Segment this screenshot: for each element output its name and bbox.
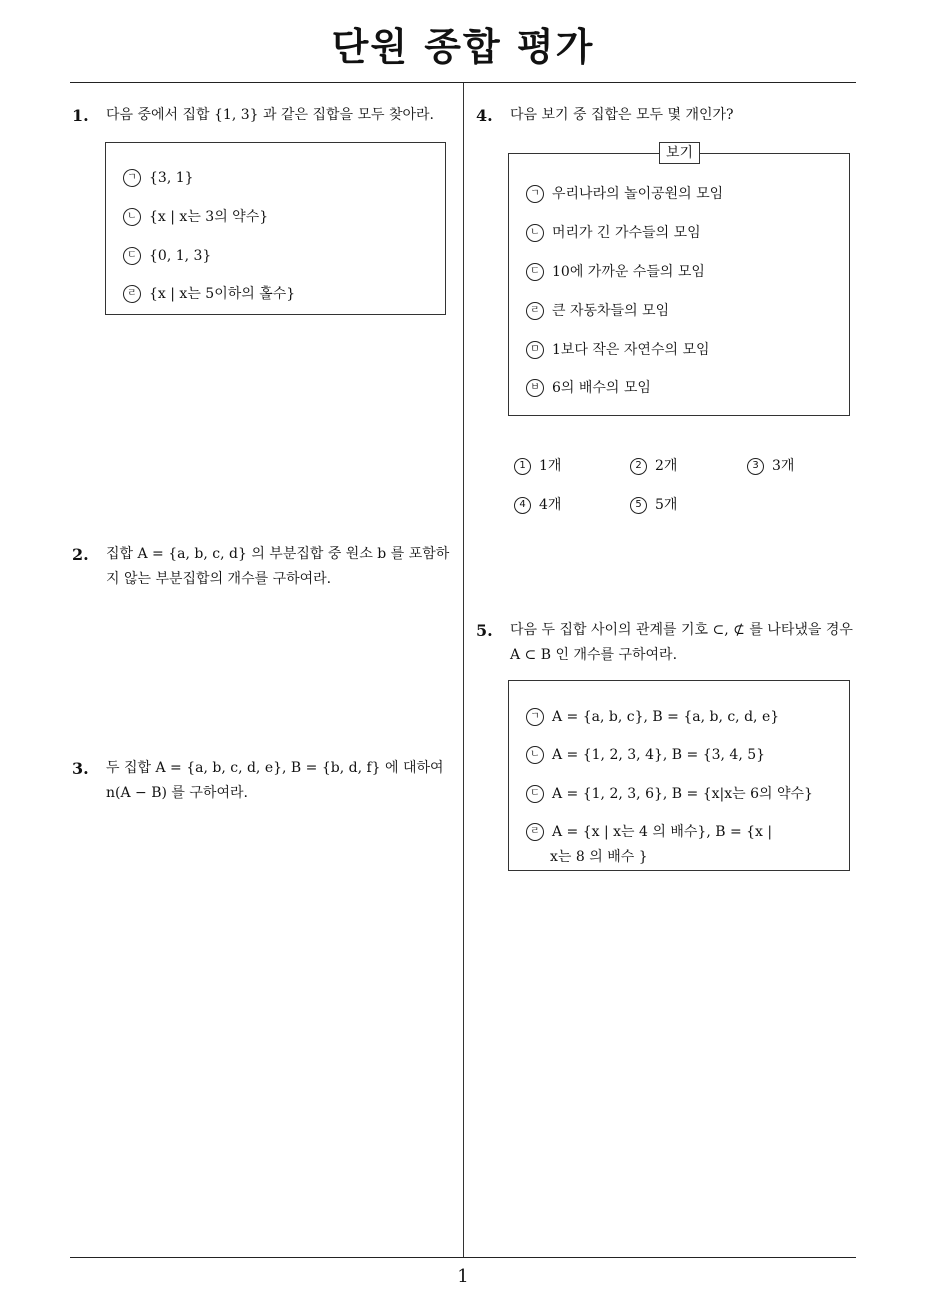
box-item xyxy=(526,184,723,204)
box-item-text: {3, 1} xyxy=(149,170,194,186)
question-5 xyxy=(476,618,861,668)
box-item xyxy=(123,168,194,188)
circled-marker: ㅂ xyxy=(526,379,544,397)
box-item-text: {x | x는 3의 약수} xyxy=(149,209,269,225)
choice-box xyxy=(508,680,850,871)
circled-marker: ㄹ xyxy=(123,285,141,303)
choice-text: 5개 xyxy=(655,497,678,513)
question-number: 2. xyxy=(72,545,89,564)
circled-marker: ㄴ xyxy=(526,746,544,764)
question-text: 두 집합 A = {a, b, c, d, e}, B = {b, d, f} 에 대하여 n(A − B) 를 구하여라. xyxy=(106,760,444,801)
question-text: 다음 중에서 집합 {1, 3} 과 같은 집합을 모두 찾아라. xyxy=(106,107,435,123)
circled-marker: ㄷ xyxy=(526,785,544,803)
box-item xyxy=(526,707,779,727)
box-item xyxy=(123,246,211,266)
box-item-text: 큰 자동차들의 모임 xyxy=(552,303,670,319)
answer-choice[interactable] xyxy=(747,456,794,476)
choice-text: 2개 xyxy=(655,458,678,474)
question-number: 5. xyxy=(476,621,493,640)
box-item-text: A = {1, 2, 3, 6}, B = {x|x는 6의 약수} xyxy=(552,786,813,802)
box-item-text: 10에 가까운 수들의 모임 xyxy=(552,264,705,280)
box-item-text: 우리나라의 놀이공원의 모임 xyxy=(552,186,724,202)
circled-marker: ㄱ xyxy=(526,185,544,203)
choice-box xyxy=(105,142,446,315)
box-item-text: 1보다 작은 자연수의 모임 xyxy=(552,342,710,358)
box-item-text: A = {a, b, c}, B = {a, b, c, d, e} xyxy=(552,709,780,725)
circled-number: 5 xyxy=(630,497,647,514)
circled-marker: ㄷ xyxy=(123,247,141,265)
question-2 xyxy=(72,542,457,592)
circled-marker: ㄹ xyxy=(526,302,544,320)
box-item-text: A = {1, 2, 3, 4}, B = {3, 4, 5} xyxy=(552,747,766,763)
question-1 xyxy=(72,103,457,128)
example-box xyxy=(508,145,850,416)
box-label: 보기 xyxy=(659,142,700,164)
answer-choice[interactable] xyxy=(630,495,677,515)
question-text: 집합 A = {a, b, c, d} 의 부분집합 중 원소 b 를 포함하지 않는 부분집합의 개수를 구하여라. xyxy=(106,546,450,587)
choice-text: 1개 xyxy=(539,458,562,474)
circled-marker: ㅁ xyxy=(526,341,544,359)
box-item-text: {0, 1, 3} xyxy=(149,248,212,264)
circled-marker: ㄷ xyxy=(526,263,544,281)
circled-number: 3 xyxy=(747,458,764,475)
circled-marker: ㄴ xyxy=(123,208,141,226)
box-item xyxy=(526,301,669,321)
page-title: 단원 종합 평가 xyxy=(331,25,595,69)
column-divider xyxy=(463,83,464,1257)
box-item xyxy=(123,207,268,227)
circled-marker: ㄴ xyxy=(526,224,544,242)
question-text: 다음 두 집합 사이의 관계를 기호 ⊂, ⊄ 를 나타냈을 경우 A ⊂ B 인 개수를 구하여라. xyxy=(510,622,853,663)
box-item xyxy=(526,745,765,765)
circled-number: 2 xyxy=(630,458,647,475)
answer-choice[interactable] xyxy=(514,456,561,476)
answer-choice[interactable] xyxy=(630,456,677,476)
circled-number: 1 xyxy=(514,458,531,475)
box-item-text: 머리가 긴 가수들의 모임 xyxy=(552,225,701,241)
circled-marker: ㄱ xyxy=(123,169,141,187)
box-item xyxy=(526,784,813,804)
box-item xyxy=(526,822,772,842)
bottom-rule xyxy=(70,1257,856,1258)
question-text: 다음 보기 중 집합은 모두 몇 개인가? xyxy=(510,107,734,123)
box-item-text: x는 8 의 배수 } xyxy=(550,849,648,865)
question-3 xyxy=(72,756,457,806)
page-number: 1 xyxy=(457,1266,469,1287)
circled-marker: ㄱ xyxy=(526,708,544,726)
box-item xyxy=(526,262,705,282)
choice-text: 4개 xyxy=(539,497,562,513)
box-item xyxy=(526,223,701,243)
question-4 xyxy=(476,103,861,128)
question-number: 4. xyxy=(476,106,493,125)
box-item-text: 6의 배수의 모임 xyxy=(552,380,651,396)
choice-text: 3개 xyxy=(772,458,795,474)
answer-choice[interactable] xyxy=(514,495,561,515)
box-item xyxy=(526,378,651,398)
box-item-text: A = {x | x는 4 의 배수}, B = {x | xyxy=(552,824,773,840)
circled-marker: ㄹ xyxy=(526,823,544,841)
box-item xyxy=(123,284,295,304)
question-number: 1. xyxy=(72,106,89,125)
box-item-text: {x | x는 5이하의 홀수} xyxy=(149,286,296,302)
circled-number: 4 xyxy=(514,497,531,514)
question-number: 3. xyxy=(72,759,89,778)
box-item-continuation xyxy=(550,847,648,867)
box-item xyxy=(526,340,710,360)
